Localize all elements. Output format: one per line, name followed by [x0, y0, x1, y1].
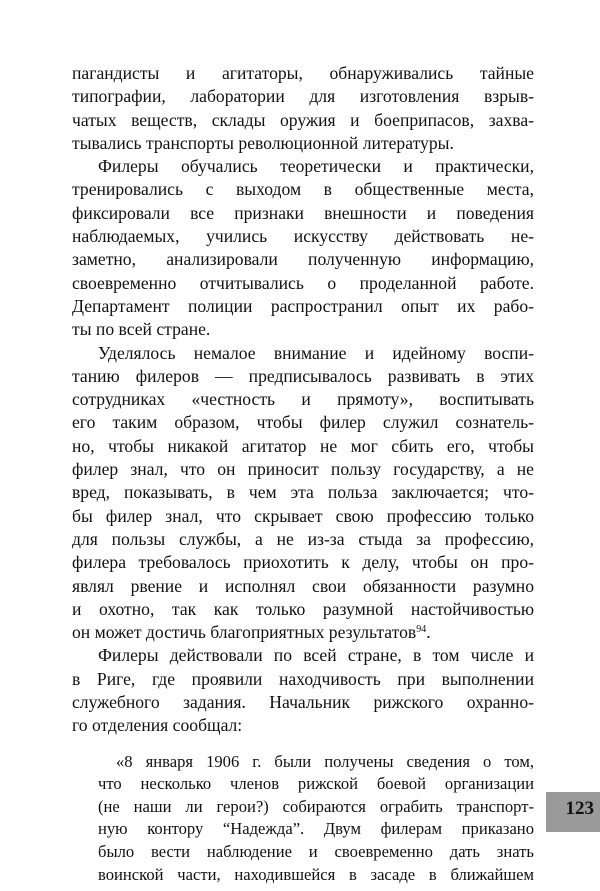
quote-line: ную контору “Надежда”. Двум филерам приказано: [98, 819, 534, 839]
block-quote: [72, 751, 534, 887]
text-line: и охотно, так как только разумной настойчивостью: [72, 598, 534, 619]
text-line: Филеры обучались теоретически и практически,: [98, 156, 534, 177]
footnote-ref: 94: [416, 624, 427, 636]
text-line: Уделялось немалое внимание и идейному воспи-: [98, 342, 534, 363]
text-line: фиксировали все признаки внешности и поведения: [72, 202, 534, 223]
text-line: Филеры действовали по всей стране, в том числе и: [98, 645, 534, 666]
text-line: го отделения сообщал:: [72, 715, 243, 736]
page-number-tab: [546, 792, 600, 832]
quote-line: «8 января 1906 г. были получены сведения о том,: [116, 751, 534, 771]
text-line: Департамент полиции распространил опыт их рабо-: [72, 295, 534, 316]
text-line-content: он может достичь благоприятных результатов: [72, 622, 417, 643]
text-line: чатых веществ, склады оружия и боеприпасов, захва-: [72, 109, 534, 130]
text-line: пагандисты и агитаторы, обнаруживались тайные: [72, 63, 534, 83]
text-line: тывались транспорты революционной литературы.: [72, 132, 454, 153]
page-number: 123: [565, 798, 594, 819]
text-line: сотрудниках «честность и прямоту», воспитывать: [72, 389, 534, 410]
text-line: в Риге, где проявили находчивость при выполнении: [72, 668, 534, 689]
text-line: [72, 621, 534, 644]
text-line: типографии, лаборатории для изготовления взрыв-: [72, 86, 534, 107]
text-line: тренировались с выходом в общественные места,: [72, 179, 534, 200]
page-text: [72, 62, 534, 886]
text-line: филер знал, что он приносит пользу государству, а не: [72, 459, 534, 480]
text-line: бы филер знал, что скрывает свою профессию только: [72, 505, 534, 526]
text-line: но, чтобы никакой агитатор не мог сбить его, чтобы: [72, 435, 534, 456]
text-line: своевременно отчитывались о проделанной работе.: [72, 272, 534, 293]
text-line: его таким образом, чтобы филер служил сознатель-: [72, 412, 534, 433]
sentence-end: .: [426, 622, 431, 643]
text-line: для пользы службы, а не из-за стыда за профессию,: [72, 528, 534, 549]
quote-line: (не наши ли герои?) собираются ограбить транспорт-: [98, 796, 534, 816]
text-line: являл рвение и исполнял свои обязанности разумно: [72, 575, 534, 596]
text-line: танию филеров — предписывалось развивать в этих: [72, 365, 534, 386]
text-line: ты по всей стране.: [72, 319, 211, 340]
text-line: вред, показывать, в чем эта польза заключается; что-: [72, 482, 534, 503]
quote-line: было вести наблюдение и своевременно дать знать: [98, 841, 534, 861]
text-line: филера требовалось приохотить к делу, чтобы он про-: [72, 552, 534, 573]
quote-line: воинской части, находившейся в засаде в ближайшем: [98, 864, 534, 884]
text-line: заметно, анализировали полученную информацию,: [72, 249, 534, 270]
quote-line: что несколько членов рижской боевой организации: [98, 774, 534, 794]
text-line: наблюдаемых, учились искусству действовать не-: [72, 226, 534, 247]
text-line: служебного задания. Начальник рижского охранно-: [72, 692, 534, 713]
